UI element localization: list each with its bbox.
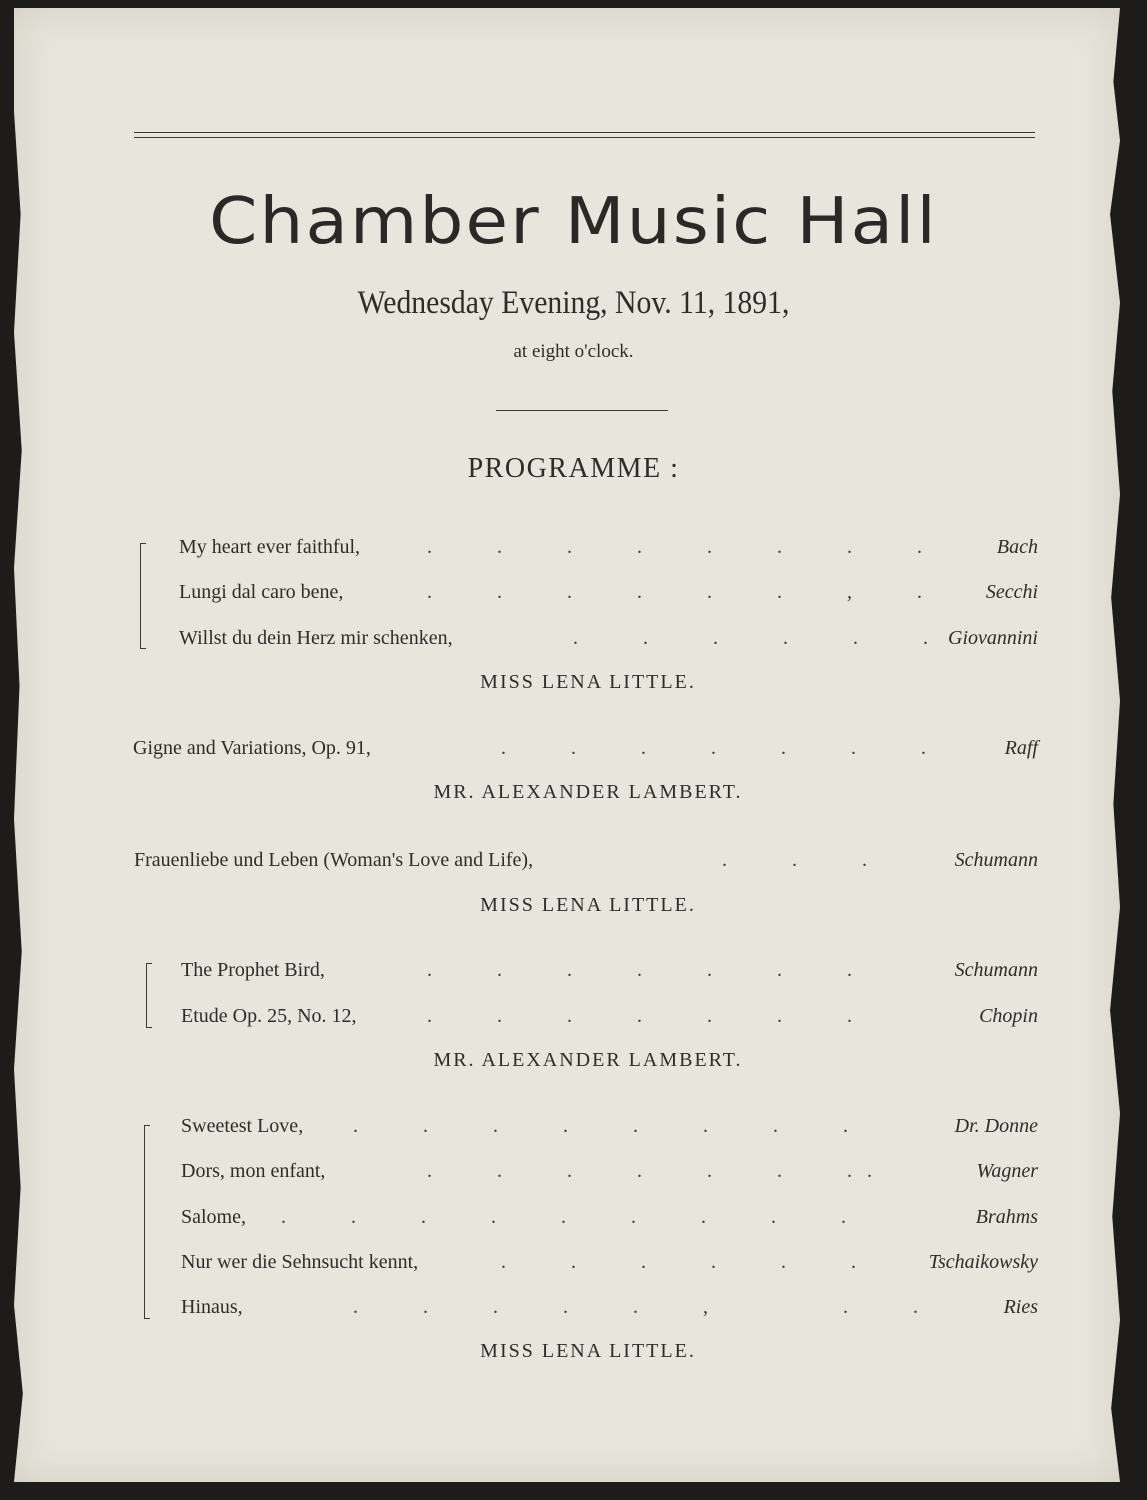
- piece-title: Etude Op. 25, No. 12,: [181, 1005, 357, 1027]
- composer: Secchi: [985, 581, 1038, 603]
- programme-item: [181, 1160, 1038, 1186]
- programme-item: [181, 959, 1038, 985]
- top-double-rule: [134, 132, 1035, 133]
- piece-title: Willst du dein Herz mir schenken,: [179, 627, 453, 649]
- leader-dots: . . .: [722, 849, 867, 871]
- piece-title: The Prophet Bird,: [181, 959, 325, 981]
- concert-date: Wednesday Evening, Nov. 11, 1891,: [357, 285, 790, 321]
- programme-heading: PROGRAMME :: [467, 453, 680, 484]
- leader-dots: . . . . . . .: [427, 959, 852, 981]
- programme-item: [134, 849, 1038, 875]
- programme-item: [179, 627, 1038, 653]
- programme-item: [133, 737, 1038, 763]
- composer: Schumann: [954, 959, 1038, 981]
- leader-dots: . . . . . . .: [427, 1005, 852, 1027]
- hall-title: Chamber Music Hall: [209, 185, 938, 259]
- programme-item: [181, 1115, 1038, 1141]
- performer: MISS LENA LITTLE.: [480, 894, 696, 916]
- divider: [496, 410, 668, 411]
- performer: MR. ALEXANDER LAMBERT.: [433, 781, 743, 803]
- leader-dots: . . . . . , . .: [353, 1296, 918, 1318]
- composer: Giovannini: [948, 627, 1038, 649]
- leader-dots: . . . . . . . .: [353, 1115, 848, 1137]
- composer: Bach: [996, 536, 1038, 558]
- leader-dots: . . . . . . . .: [427, 1160, 872, 1182]
- composer: Ries: [1003, 1296, 1038, 1318]
- piece-title: My heart ever faithful,: [179, 536, 361, 558]
- performer: MISS LENA LITTLE.: [480, 671, 696, 693]
- leader-dots: . . . . . .: [573, 627, 928, 649]
- group-brace: [146, 963, 155, 1028]
- piece-title: Frauenliebe und Leben (Woman's Love and Life),: [134, 849, 534, 871]
- composer: Brahms: [975, 1206, 1038, 1228]
- piece-title: Lungi dal caro bene,: [179, 581, 344, 603]
- leader-dots: . . . . . . . . .: [281, 1206, 846, 1228]
- top-double-rule-lower: [134, 137, 1035, 138]
- piece-title: Salome,: [181, 1206, 246, 1228]
- leader-dots: . . . . . . . .: [427, 536, 922, 558]
- composer: Wagner: [976, 1160, 1038, 1182]
- programme-item: [179, 581, 1038, 607]
- performer: MR. ALEXANDER LAMBERT.: [433, 1049, 743, 1071]
- composer: Schumann: [954, 849, 1038, 871]
- piece-title: Dors, mon enfant,: [181, 1160, 326, 1182]
- programme-item: [179, 536, 1038, 562]
- composer: Chopin: [979, 1005, 1038, 1027]
- piece-title: Gigne and Variations, Op. 91,: [133, 737, 371, 759]
- programme-item: [181, 1206, 1038, 1232]
- programme-item: [181, 1296, 1038, 1322]
- piece-title: Sweetest Love,: [181, 1115, 304, 1137]
- programme-item: [181, 1251, 1038, 1277]
- composer: Tschaikowsky: [928, 1251, 1038, 1273]
- leader-dots: . . . . . .: [501, 1251, 856, 1273]
- group-brace: [140, 543, 149, 649]
- group-brace: [144, 1125, 153, 1319]
- leader-dots: . . . . . . .: [501, 737, 926, 759]
- programme-item: [181, 1005, 1038, 1031]
- concert-time: at eight o'clock.: [513, 341, 634, 362]
- piece-title: Hinaus,: [181, 1296, 243, 1318]
- composer: Raff: [1004, 737, 1038, 759]
- composer: Dr. Donne: [954, 1115, 1038, 1137]
- piece-title: Nur wer die Sehnsucht kennt,: [181, 1251, 419, 1273]
- performer: MISS LENA LITTLE.: [480, 1340, 696, 1362]
- leader-dots: . . . . . . , .: [427, 581, 922, 603]
